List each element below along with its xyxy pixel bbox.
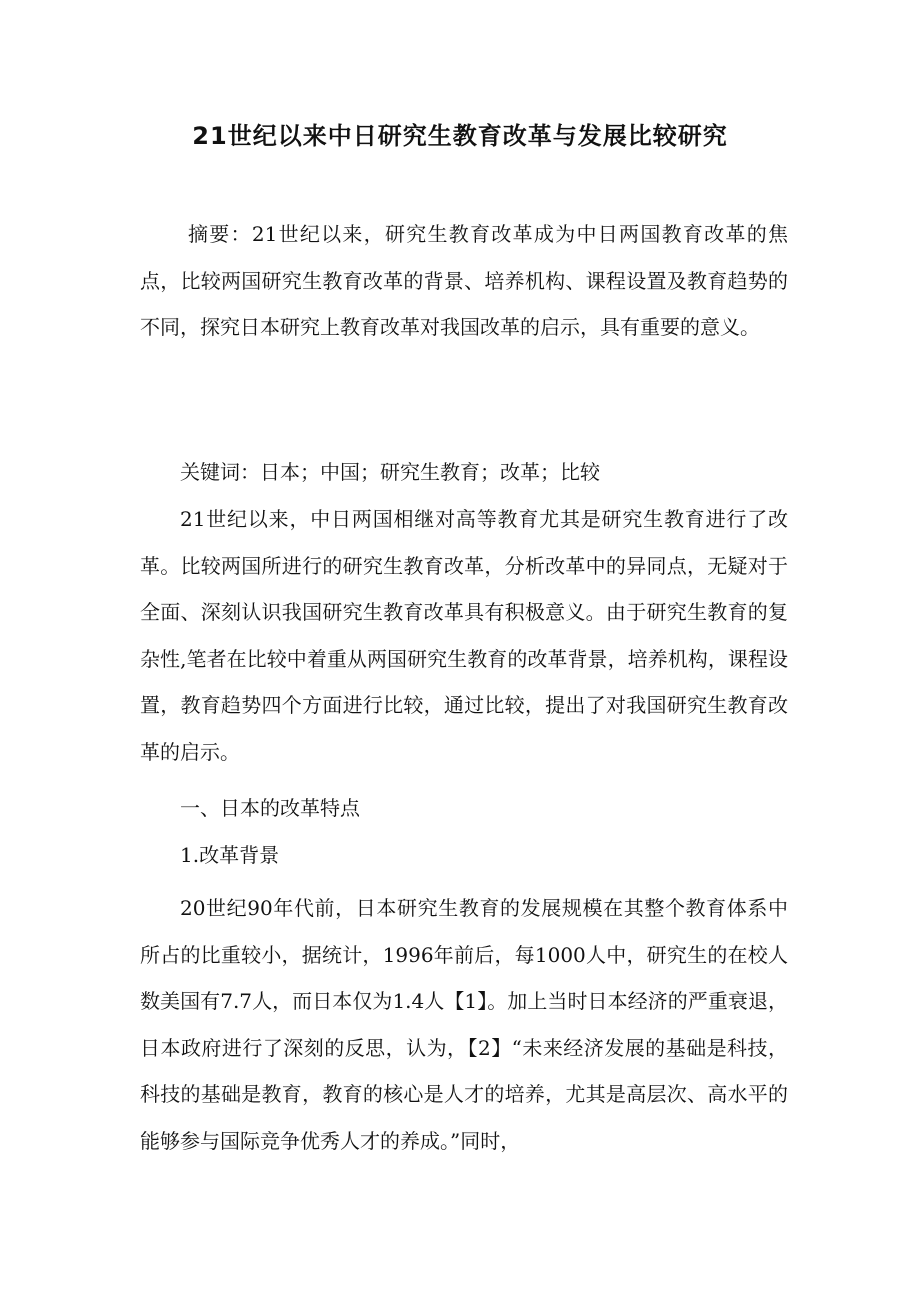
subsection-heading: 1.改革背景: [180, 843, 280, 867]
section-heading: 一、日本的改革特点: [180, 796, 360, 820]
intro-paragraph: 21世纪以来，中日两国相继对高等教育尤其是研究生教育进行了改革。比较两国所进行的研究生教育改革，分析改革中的异同点，无疑对于全面、深刻认识我国研究生教育改革具有积极意义。由于研究生教育的复杂性,笔者在比较中着重从两国研究生教育的改革背景，培养机构，课程设置，教育趋势四个方面进行比较，通过比较，提出了对我国研究生教育改革的启示。: [140, 507, 788, 764]
keywords-paragraph: 关键词：日本；中国；研究生教育；改革；比较: [180, 460, 600, 484]
document-title: 21世纪以来中日研究生教育改革与发展比较研究: [192, 122, 728, 150]
abstract-paragraph: 摘要：21世纪以来，研究生教育改革成为中日两国教育改革的焦点，比较两国研究生教育改革的背景、培养机构、课程设置及教育趋势的不同，探究日本研究上教育改革对我国改革的启示，具有重要的意义。: [140, 222, 788, 340]
body-paragraph: 20世纪90年代前，日本研究生教育的发展规模在其整个教育体系中所占的比重较小，据统计，1996年前后，每1000人中，研究生的在校人数美国有7.7人，而日本仅为1.4人【1】。加上当时日本经济的严重衰退，日本政府进行了深刻的反思，认为，【2】“未来经济发展的基础是科技，科技的基础是教育，教育的核心是人才的培养，尤其是高层次、高水平的能够参与国际竞争优秀人才的养成。”同时，: [140, 896, 788, 1153]
